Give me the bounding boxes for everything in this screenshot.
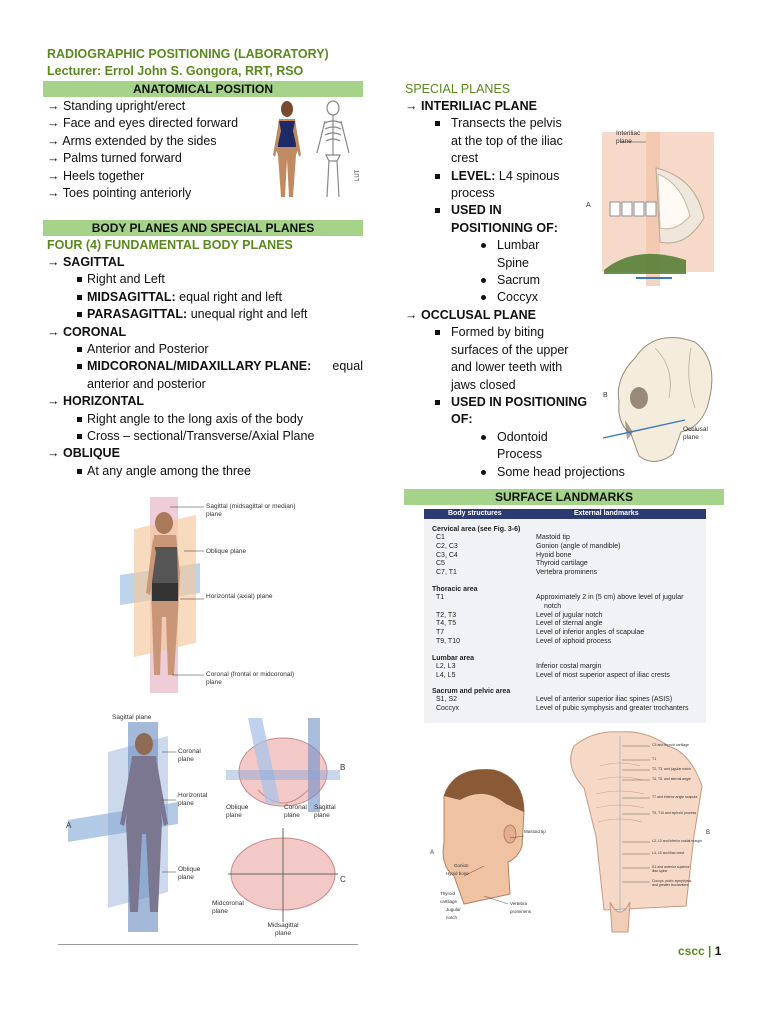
list-item: Sacrum: [405, 272, 587, 289]
horizontal-heading: → HORIZONTAL: [47, 394, 144, 409]
caption-gonion: Gonion: [454, 863, 469, 868]
list-item: Right and Left: [47, 271, 363, 288]
table-row: T2, T3 Level of jugular notch: [436, 611, 603, 619]
table-section-title: Sacrum and pelvic area: [432, 688, 511, 696]
table-row: notch: [544, 602, 562, 610]
caption-jugular: Jugular notch: [446, 907, 461, 920]
surface-landmarks-figure: [424, 726, 724, 940]
page-footer: [678, 944, 721, 958]
list-item: → Standing upright/erect: [47, 99, 186, 113]
label-b: B: [340, 763, 346, 772]
surface-landmarks-table: [424, 509, 706, 723]
list-item: Odontoid: [405, 429, 587, 446]
occlusal-heading: → OCCLUSAL PLANE: [405, 307, 537, 322]
caption-interiliac-plane: Interiliac plane: [616, 130, 641, 145]
table-row: Coccyx Level of pubic symphysis and greater trochanters: [436, 705, 689, 713]
label-c: C: [340, 875, 346, 884]
body-planes-figure: [120, 493, 310, 698]
svg-text:LUT: LUT: [355, 169, 361, 181]
table-row: C1 Mastoid tip: [436, 534, 570, 541]
list-item: Anterior and Posterior: [47, 341, 363, 358]
caption-thyroid: Thyroid cartilage: [440, 891, 458, 904]
caption-mastoid: Mastoid tip: [524, 829, 546, 834]
table-row: C5 Thyroid cartilage: [436, 560, 588, 568]
anatomical-position-figure: [265, 97, 365, 203]
planes-abc-figure: [58, 712, 358, 945]
caption-c-midsagittal: Midsagittal plane: [267, 922, 299, 937]
table-row: L4, L5 Level of most superior aspect of iliac crests: [436, 671, 670, 679]
caption-r4: T4, T5, and sternal angle: [652, 777, 691, 781]
label-b: B: [706, 830, 711, 836]
table-row: S1, S2 Level of anterior superior iliac spines (ASIS): [436, 696, 673, 704]
special-planes-list: → INTERILIAC PLANE Transects the pelvis at the top of the iliac crest LEVEL: L4 spinous process USED IN POSITIONING OF: Lumbar Spine Sacrum Coccyx → OCCLUSAL PLANE Formed by biting surfaces of the upper and lower teeth with jaws closed USED IN POSITIONING OF: Odontoid Process Some head projections: [405, 98, 587, 481]
table-row: T7 Level of inferior angles of scapulae: [436, 629, 645, 637]
caption-b-sagittal: Sagittal plane: [314, 804, 336, 819]
body-planes-heading: BODY PLANES AND SPECIAL PLANES: [43, 220, 363, 236]
document-title: RADIOGRAPHIC POSITIONING (LABORATORY): [47, 47, 329, 61]
table-section-title: Thoracic area: [432, 585, 478, 593]
table-row: T1 Approximately 2 in (5 cm) above level of jugular: [436, 593, 684, 601]
list-item: → Arms extended by the sides: [47, 133, 217, 148]
body-planes-list: [47, 254, 363, 480]
oblique-heading: → OBLIQUE: [47, 446, 120, 461]
caption-horizontal-plane: Horizontal plane: [178, 792, 208, 807]
table-row: L2, L3 Inferior costal margin: [436, 662, 602, 670]
caption-r10: Coccyx, pubic symphysis, and greater trochanters: [652, 879, 693, 887]
caption-r7: L2, L3 and inferior costal margin: [652, 839, 702, 843]
list-item: Transects the pelvis: [405, 115, 587, 132]
list-item: LEVEL: L4 spinous: [405, 168, 587, 185]
table-row: C3, C4 Hyoid bone: [436, 551, 572, 559]
fundamental-planes-subheading: FOUR (4) FUNDAMENTAL BODY PLANES: [47, 238, 293, 252]
caption-b-coronal: Coronal plane: [284, 804, 307, 819]
list-item: Some head projections: [405, 464, 587, 481]
list-item-continued: anterior and posterior: [87, 376, 206, 391]
list-item: → Face and eyes directed forward: [47, 116, 239, 131]
list-item: PARASAGITTAL: unequal right and left: [47, 306, 363, 323]
interiliac-heading: → INTERILIAC PLANE: [405, 99, 537, 113]
caption-coronal-plane: Coronal plane: [178, 748, 201, 763]
caption-c-midcoronal: Midcoronal plane: [212, 900, 244, 915]
list-item: Cross – sectional/Transverse/Axial Plane: [47, 428, 363, 445]
label-a: A: [430, 850, 435, 856]
caption-vertebra-prominens: Vertebra prominens: [510, 901, 532, 914]
caption-r3: T2, T3, and jugular notch: [652, 767, 691, 771]
list-item: Formed by biting: [405, 324, 587, 341]
table-section-title: Cervical area (see Fig. 3-6): [432, 526, 521, 533]
footer-org: cscc: [678, 944, 705, 958]
table-row: C7, T1 Vertebra prominens: [436, 569, 598, 577]
table-body: [424, 519, 706, 714]
caption-sagittal: Sagittal (midsagittal or median) plane: [206, 503, 296, 518]
caption-sagittal-plane: Sagittal plane: [112, 714, 152, 721]
table-row: T4, T5 Level of sternal angle: [436, 620, 603, 628]
list-item: → Heels together: [47, 168, 145, 183]
page-number: 1: [714, 944, 722, 958]
list-item: Coccyx: [405, 289, 587, 306]
surface-landmarks-heading: SURFACE LANDMARKS: [404, 489, 724, 505]
caption-r6: T9, T10 and xiphoid process: [652, 811, 697, 815]
list-item: → Palms turned forward: [47, 151, 182, 166]
interiliac-plane-figure: [586, 118, 714, 286]
table-row: T9, T10 Level of xiphoid process: [436, 637, 612, 645]
list-item: → Toes pointing anteriorly: [47, 186, 192, 201]
caption-oblique: Oblique plane: [206, 548, 247, 555]
list-item: USED IN: [405, 202, 587, 219]
label-a: A: [66, 821, 72, 830]
caption-oblique-plane: Oblique plane: [178, 866, 201, 881]
list-item: Lumbar: [405, 237, 587, 254]
caption-r9: S1 and anterior superior iliac spine: [652, 865, 690, 873]
list-item: USED IN POSITIONING: [405, 394, 587, 411]
caption-occlusal-plane: Occlusal plane: [683, 426, 708, 441]
label-b: B: [603, 392, 608, 399]
caption-coronal: Coronal (frontal or midcoronal) plane: [206, 671, 295, 686]
list-item: Right angle to the long axis of the body: [47, 411, 363, 428]
caption-horizontal: Horizontal (axial) plane: [206, 593, 273, 600]
table-section-title: Lumbar area: [432, 654, 475, 662]
caption-b-oblique: Oblique plane: [226, 804, 249, 819]
lecturer-line: Lecturer: Errol John S. Gongora, RRT, RSO: [47, 64, 304, 78]
caption-r1: C3 and thyroid cartilage: [652, 743, 689, 747]
caption-hyoid: Hyoid bone: [446, 871, 469, 876]
table-row: C2, C3 Gonion (angle of mandible): [436, 542, 621, 550]
caption-r5: T7 and inferior angle scapula: [652, 795, 698, 799]
label-a: A: [586, 202, 591, 209]
list-item: At any angle among the three: [47, 463, 363, 480]
coronal-heading: → CORONAL: [47, 324, 127, 339]
caption-r2: T1: [652, 757, 657, 761]
list-item: MIDCORONAL/MIDAXILLARY PLANE: equal: [47, 358, 363, 375]
occlusal-plane-figure: [595, 328, 725, 478]
special-planes-heading: SPECIAL PLANES: [405, 82, 511, 96]
footer-separator: |: [708, 944, 712, 958]
sagittal-heading: → SAGITTAL: [47, 255, 125, 269]
anatomical-list: [47, 98, 238, 202]
table-header: Body structures External landmarks: [424, 509, 706, 519]
anatomical-position-heading: ANATOMICAL POSITION: [43, 81, 363, 97]
caption-r8: L4, L5 and iliac crest: [652, 851, 685, 855]
list-item: MIDSAGITTAL: equal right and left: [47, 289, 363, 306]
